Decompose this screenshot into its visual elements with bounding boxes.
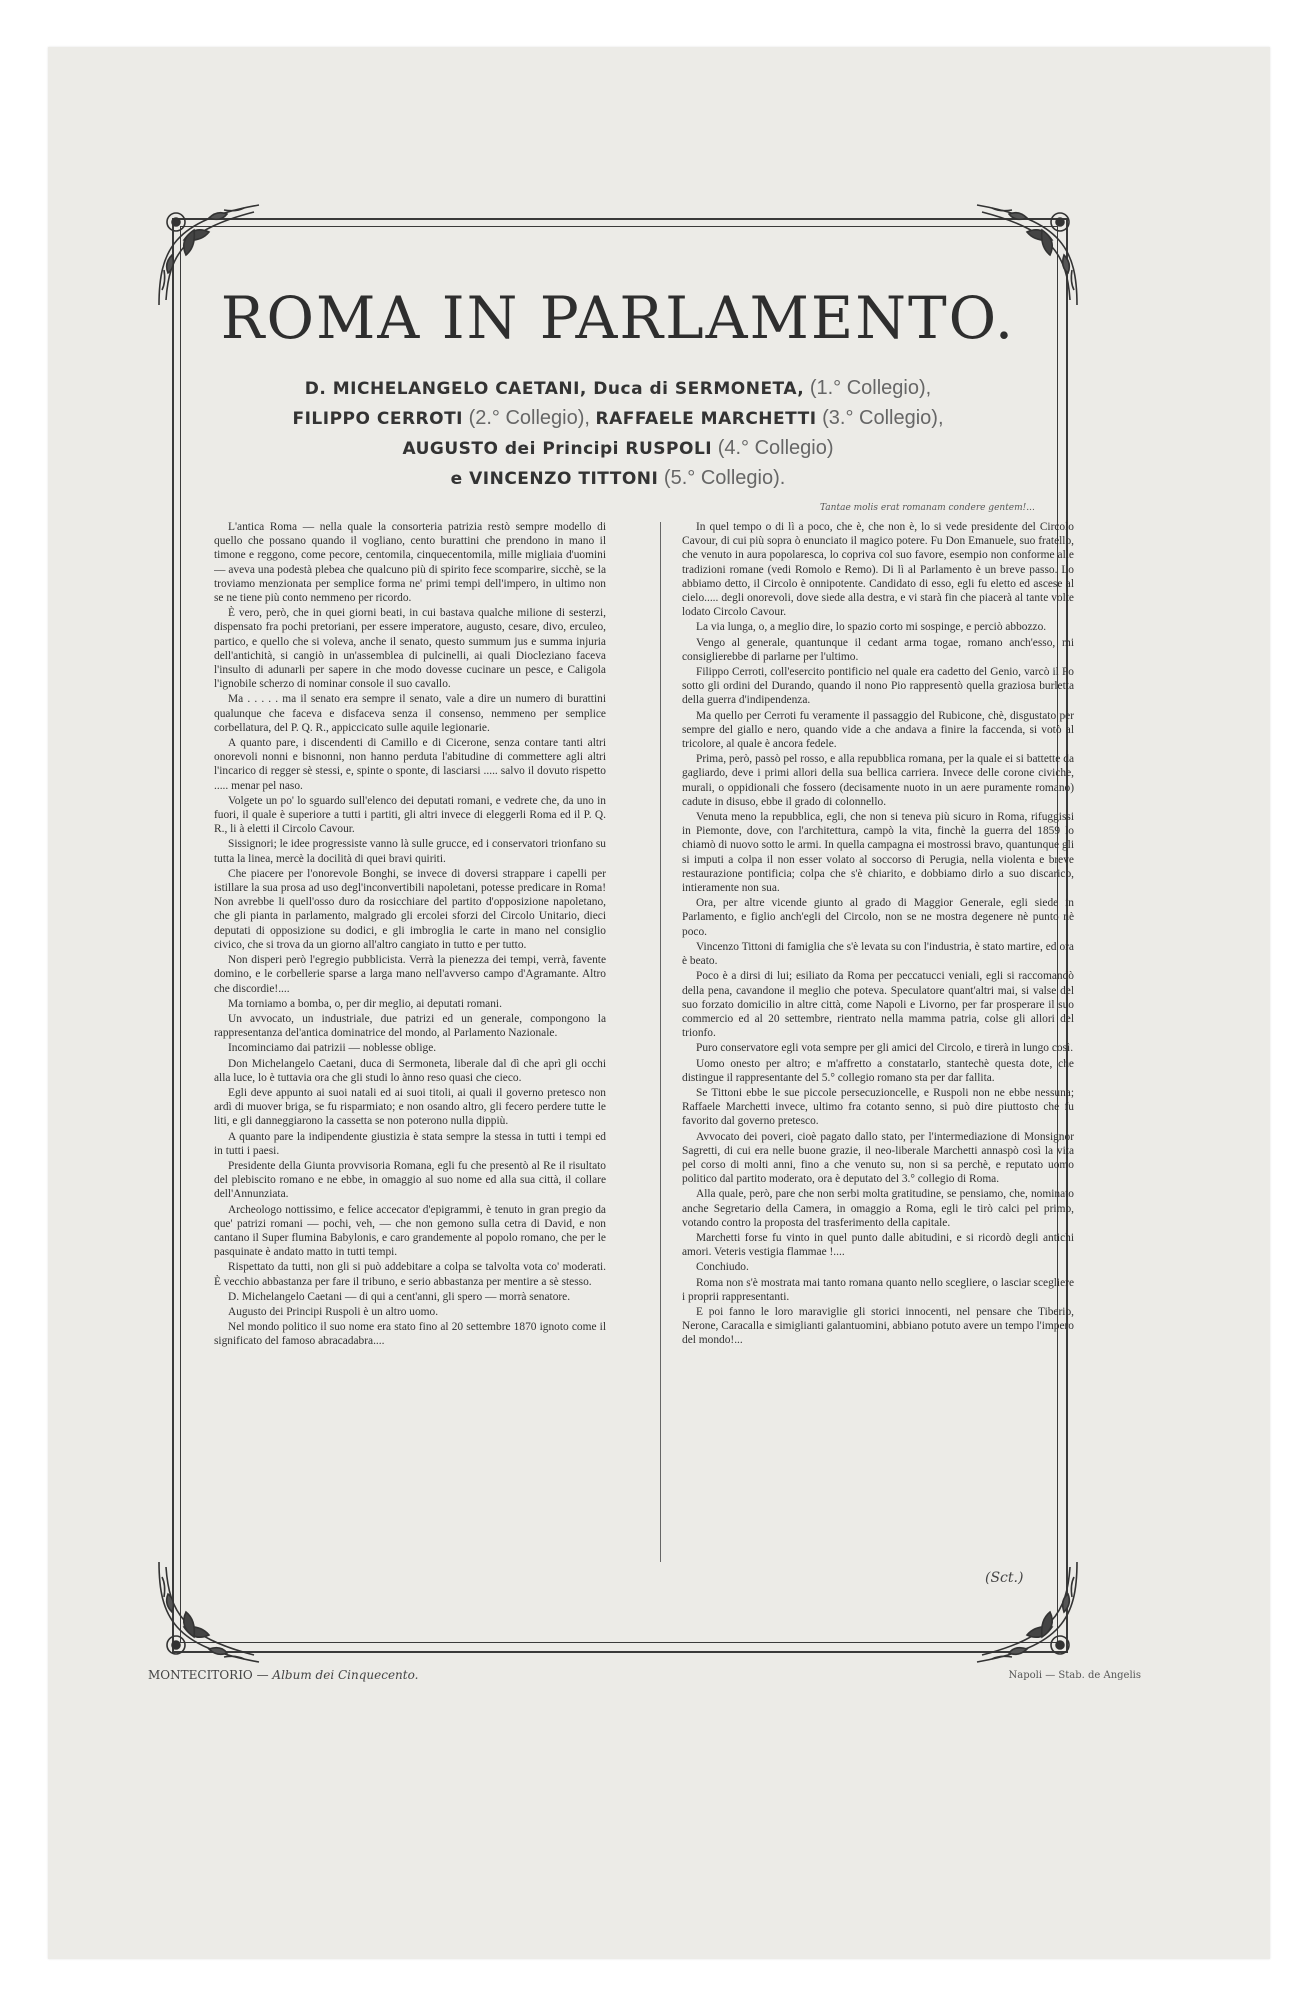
article-paragraph: Nel mondo politico il suo nome era stato fino al 20 settembre 1870 ignoto come il significato del famoso abracadabra.... — [214, 1321, 606, 1348]
footer-label: MONTECITORIO — — [148, 1668, 269, 1682]
footer-album-title: Album dei Cinquecento. — [272, 1668, 419, 1682]
article-paragraph: Augusto dei Principi Ruspoli è un altro uomo. — [228, 1305, 439, 1318]
article-paragraph: Presidente della Giunta provvisoria Romana, egli fu che presentò al Re il risultato del plebiscito romano e ne ebbe, in omaggio al suo nome ed alla sua città, il collare dell'Annunziata. — [214, 1159, 606, 1201]
deputy-ruspoli: AUGUSTO dei Principi RUSPOLI — [402, 439, 713, 459]
article-paragraph: Poco è a dirsi di lui; esiliato da Roma per peccatucci veniali, egli si raccomandò della pena, cavandone il meglio che poteva. Speculatore quant'altri mai, si valse del suo forzato domicilio in altre città, come Napoli e Livorno, per far prosperare il suo commercio ed al 20 settembre, rientrato nella mamma patria, colse gli allori del trionfo. — [682, 970, 1074, 1040]
article-paragraph: Ma torniamo a bomba, o, per dir meglio, ai deputati romani. — [228, 997, 502, 1010]
deputy-tittoni: e VINCENZO TITTONI — [450, 469, 659, 489]
article-paragraph: D. Michelangelo Caetani — di qui a cent'anni, gli spero — morrà senatore. — [228, 1290, 571, 1303]
article-paragraph: Puro conservatore egli vota sempre per gli amici del Circolo, e tirerà in lungo così. — [696, 1042, 1074, 1055]
epigraph-motto: Tantae molis erat romanam condere gentem!... — [820, 503, 1035, 513]
article-paragraph: Vengo al generale, quantunque il cedant arma togae, romano anch'esso, mi consiglierebbe di parlarne per l'ultimo. — [682, 636, 1074, 663]
footer-publication — [148, 1668, 418, 1682]
article-paragraph: Ora, per altre vicende giunto al grado di Maggior Generale, egli siede in Parlamento, e figlio anch'egli del Circolo, non se ne mostra degenere nè punto nè poco. — [682, 897, 1074, 938]
college-2: (2.° Collegio), — [468, 407, 590, 429]
article-paragraph: Egli deve appunto ai suoi natali ed ai suoi titoli, ai quali il governo pretesco non ardì di muover briga, se fu risparmiato; e non osando altro, gli fecero perdere tutte le liti, e gli danneggiarono la cassetta se non poterono nulla dippiù. — [214, 1086, 606, 1128]
deputy-marchetti: RAFFAELE MARCHETTI — [595, 409, 817, 429]
article-paragraph: E poi fanno le loro maraviglie gli storici innocenti, nel pensare che Tiberio, Nerone, Caracalla e simiglianti galantuomini, abbiano potuto avere un tempo l'impero del mondo!... — [682, 1305, 1074, 1347]
article-paragraph: In quel tempo o di lì a poco, che è, che non è, lo si vede presidente del Circolo Cavour, di cui più sopra ò enunciato il magico potere. Fu Don Emanuele, suo fratello, che venuto in aura popolaresca, lo copriva col suo favore, esempio non conforme alle tradizioni romane (vedi Romolo e Remo). Di lì al Parlamento è un breve passo. Lo abbiamo detto, il Circolo è onnipotente. Candidato di esso, egli fu eletto ed ascese al cielo..... degli onorevoli, dove siede alla destra, e vi starà fin che piacerà al tante volte lodato Circolo Cavour. — [682, 521, 1074, 619]
article-paragraph: A quanto pare la indipendente giustizia è stata sempre la stessa in tutti i tempi ed in tutti i paesi. — [214, 1130, 606, 1157]
article-paragraph: Rispettato da tutti, non gli si può addebitare a colpa se talvolta vota co' moderati. È vecchio abbastanza per fare il tribuno, e serio abbastanza per mentire a sè stesso. — [214, 1261, 606, 1288]
article-paragraph: Archeologo nottissimo, e felice accecator d'epigrammi, è tenuto in gran pregio da que' patrizi romani — pochi, veh, — che non gemono sulla cetra di David, e non cantano il Super flumina Babylonis, e caro grandemente al popolo romano, che per le pasquinate è andato matto in tutti tempi. — [214, 1203, 606, 1259]
article-paragraph: Volgete un po' lo sguardo sull'elenco dei deputati romani, e vedrete che, da uno in fuori, il quale è superiore a tutti i partiti, gli altri invece di eleggerli Roma ed il P. Q. R., li à eletti il Circolo Cavour. — [214, 794, 606, 836]
article-column-right — [682, 520, 1074, 1580]
article-paragraph: Filippo Cerroti, coll'esercito pontificio nel quale era cadetto del Genio, varcò il Po sotto gli ordini del Durando, quando il nono Pio rappresentò quella graziosa burletta della guerra d'indipendenza. — [682, 666, 1074, 707]
article-paragraph: Vincenzo Tittoni di famiglia che s'è levata su con l'industria, è stato martire, ed ora è beato. — [682, 940, 1074, 968]
article-paragraph: Se Tittoni ebbe le sue piccole persecuzioncelle, e Ruspoli non ne ebbe nessuna; Raffaele Marchetti invece, ultimo fra cotanto senno, si può dire piuttosto che fu favorito dal governo pretesco. — [682, 1086, 1074, 1128]
article-paragraph: Uomo onesto per altro; e m'affretto a constatarlo, stantechè questa dote, che distingue il rappresentante del 5.° collegio romano sta per dar fallita. — [682, 1057, 1074, 1084]
deputy-line-1 — [190, 374, 1046, 404]
article-paragraph: Ma quello per Cerroti fu veramente il passaggio del Rubicone, chè, disgustato per sempre del giallo e nero, quando vide a che andava a finire la faccenda, si votò al tricolore, al quale è ancora fedele. — [682, 709, 1074, 751]
article-paragraph: Roma non s'è mostrata mai tanto romana quanto nello scegliere, o lasciar scegliere i proprii rappresentanti. — [682, 1276, 1074, 1303]
college-3: (3.° Collegio), — [822, 407, 944, 429]
article-paragraph: Che piacere per l'onorevole Bonghi, se invece di doversi strappare i capelli per istillare la sua prosa ad uso degl'inconvertibili napoletani, potesse predicare in Roma! Non avrebbe li quell'osso duro da rosicchiare del partito d'opposizione napoletano, che gli pianta in parlamento, malgrado gli ercolei sforzi del Circolo Unitario, dieci deputati di opposizione su dodici, e gli imbroglia le carte in mano nel consiglio civico, che si trova da un giorno all'altro cangiato in tutto e per tutto. — [214, 867, 606, 951]
article-paragraph: Non disperi però l'egregio pubblicista. Verrà la pienezza dei tempi, verrà, favente domino, e le corbellerie sparse a larga mano nell'avverso campo d'Agramante. Altro che discordie!.... — [214, 954, 606, 995]
article-column-left — [214, 520, 606, 1580]
article-paragraph: L'antica Roma — nella quale la consorteria patrizia restò sempre modello di quello che possano quando il vogliano, cento burattini che prendono in mano il timone e reggono, come pecore, centomila, cinquecentomila, mille migliaia d'uomini — aveva una podestà plebea che qualcuno più di spirito fece scomparire, sicchè, se la troviamo menzionata per semplice forma ne' primi tempi dell'impero, in ultimo non se ne tiene più conto nemmeno per ricordo. — [214, 521, 606, 605]
article-paragraph: Marchetti forse fu vinto in quel punto dalle abitudini, e si ricordò degli antichi amori. Veteris vestigia flammae !.... — [682, 1231, 1074, 1259]
article-paragraph: Don Michelangelo Caetani, duca di Sermoneta, liberale dal dì che aprì gli occhi alla luce, lo è tuttavia ora che gli studi lo ànno reso quasi che cieco. — [214, 1057, 606, 1084]
deputy-caetani: D. MICHELANGELO CAETANI, Duca di SERMONETA, — [304, 379, 805, 399]
article-paragraph: Alla quale, però, pare che non serbi molta gratitudine, se pensiamo, che, nominato anche Segretario della Camera, in omaggio a Roma, egli le tirò calci pel primo, votando contro la proposta del trasferimento della capitale. — [682, 1188, 1074, 1229]
college-1: (1.° Collegio), — [809, 377, 932, 399]
footer-printer: Napoli — Stab. de Angelis — [1008, 1670, 1141, 1681]
author-signature: (Sct.) — [985, 1570, 1024, 1586]
article-paragraph: Ma . . . . . ma il senato era sempre il senato, vale a dire un numero di burattini qualunque che faceva e disfaceva senza il consenso, nemmeno per semplice corbellatura, del P. Q. R., appiccicato sulle aquile legionarie. — [214, 693, 606, 734]
article-paragraph: Venuta meno la repubblica, egli, che non si teneva più sicuro in Roma, rifuggissi in Piemonte, dove, con l'architettura, campò la vita, finchè la guerra del 1859 lo chiamò di nuovo sotto le armi. In quella campagna ei mostrossi bravo, quantunque gli si imputi a colpa il non esser volato al soccorso di Perugia, nella violenta e breve restaurazione pontificia; colpa che s'è chiarito, e dobbiamo dirlo a suo discarico, intieramente non sua. — [682, 811, 1074, 895]
college-5: (5.° Collegio). — [663, 467, 786, 489]
deputy-cerroti: FILIPPO CERROTI — [292, 409, 463, 429]
article-paragraph: La via lunga, o, a meglio dire, lo spazio corto mi sospinge, e perciò abbozzo. — [696, 621, 1047, 634]
college-4: (4.° Collegio) — [717, 437, 834, 459]
article-paragraph: È vero, però, che in quei giorni beati, in cui bastava qualche milione di sesterzi, dispensato fra pochi pretoriani, per essere imperatore, augusto, cesare, divo, erculeo, partico, e quello che si voleva, anche il senato, questo summum jus e summa injuria dell'antichità, si cangiò in un'assemblea di pulcinelli, ai quali Diocleziano faceva l'insulto di adunarli per sapere in che modo dovesse cucinare un pesce, e Caligola l'ignobile scherzo di nominar console il suo cavallo. — [214, 607, 606, 691]
article-paragraph: Sissignori; le idee progressiste vanno là sulle grucce, ed i conservatori trionfano su tutta la linea, mercè la docilità di quei bravi quiriti. — [214, 838, 606, 865]
article-paragraph: Incominciamo dai patrizii — noblesse oblige. — [228, 1042, 437, 1055]
deputy-line-2 — [190, 404, 1046, 434]
article-paragraph: A quanto pare, i discendenti di Camillo e di Cicerone, senza contare tanti altri onorevoli nonni e bisnonni, non hanno perduta l'abitudine di commettere agli altri l'incarico di regger sè stessi, e, spinte o sponte, di lasciarsi ..... salvo il dovuto rispetto ..... menar pel naso. — [214, 737, 606, 792]
page-title: ROMA IN PARLAMENTO. — [220, 284, 1016, 352]
article-paragraph: Avvocato dei poveri, cioè pagato dallo stato, per l'intermediazione di Monsignor Sagretti, di cui era nelle buone grazie, il neo-liberale Marchetti annaspò così la vita pel corso di molti anni, fino a che venuto su, non si sa perchè, e reputato uomo politico dal partito moderato, ora è deputato del 3.° collegio di Roma. — [682, 1130, 1074, 1186]
column-divider — [660, 522, 661, 1562]
deputy-line-3 — [190, 434, 1046, 464]
article-paragraph: Conchiudo. — [696, 1261, 749, 1274]
deputy-line-4 — [190, 464, 1046, 494]
article-paragraph: Prima, però, passò pel rosso, e alla repubblica romana, per la quale ei si battette da gagliardo, deve i primi allori della sua bellica carriera. Invece delle corone civiche, murali, o oppidionali che fossero (decisamente nuoto in un aere puramente romano) cadute in disuso, ebbe il grado di colonnello. — [682, 753, 1074, 808]
deputies-list — [190, 374, 1046, 494]
article-paragraph: Un avvocato, un industriale, due patrizi ed un generale, compongono la rappresentanza del'antica dominatrice del mondo, al Parlamento Nazionale. — [214, 1012, 606, 1040]
